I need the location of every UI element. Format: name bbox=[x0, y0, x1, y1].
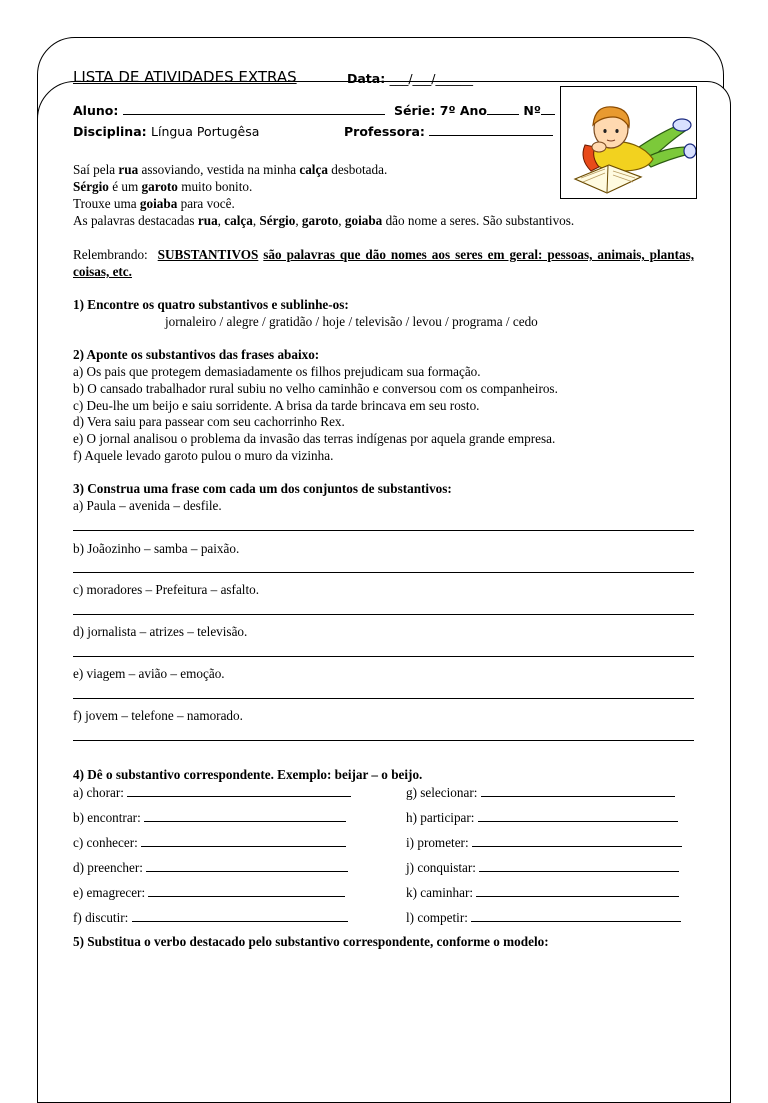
q4-item-a: a) chorar: bbox=[73, 785, 351, 801]
q4-item-e: e) emagrecer: bbox=[73, 885, 345, 901]
q2-item-b: b) O cansado trabalhador rural subiu no velho caminhão e conversou com os companheiros. bbox=[73, 381, 558, 396]
title-text: LISTA DE ATIVIDADES EXTRAS bbox=[73, 68, 297, 86]
q4-item-c: c) conhecer: bbox=[73, 835, 346, 851]
q4-item-g: g) selecionar: bbox=[406, 785, 675, 801]
q4-item-b: b) encontrar: bbox=[73, 810, 346, 826]
professora-line[interactable] bbox=[429, 125, 553, 136]
q2-item-e: e) O jornal analisou o problema da invasão das terras indígenas por aquela grande empresa. bbox=[73, 431, 556, 446]
child-reading-image bbox=[560, 86, 697, 199]
intro-line-4: As palavras destacadas rua, calça, Sérgio, garoto, goiaba dão nome a seres. São substantivos. bbox=[73, 213, 575, 228]
recall-paragraph: Relembrando: SUBSTANTIVOS são palavras que dão nomes aos seres em geral: pessoas, animais, plantas, coisas, etc. bbox=[73, 247, 694, 279]
q3-title: 3) Construa uma frase com cada um dos conjuntos de substantivos: bbox=[73, 481, 452, 496]
worksheet-title bbox=[73, 68, 297, 86]
q4-item-i: i) prometer: bbox=[406, 835, 682, 851]
q2-item-d: d) Vera saiu para passear com seu cachorrinho Rex. bbox=[73, 414, 345, 429]
q3-answer-line-d[interactable] bbox=[73, 656, 694, 657]
intro-line-2: Sérgio é um garoto muito bonito. bbox=[73, 179, 253, 194]
q3-item-d: d) jornalista – atrizes – televisão. bbox=[73, 624, 248, 639]
intro-line-1: Saí pela rua assoviando, vestida na minha calça desbotada. bbox=[73, 162, 388, 177]
q2-item-a: a) Os pais que protegem demasiadamente os filhos prejudicam sua formação. bbox=[73, 364, 481, 379]
q4-title: 4) Dê o substantivo correspondente. Exemplo: beijar – o beijo. bbox=[73, 767, 423, 782]
q2-item-f: f) Aquele levado garoto pulou o muro da vizinha. bbox=[73, 448, 334, 463]
q2-item-c: c) Deu-lhe um beijo e saiu sorridente. A brisa da tarde brincava em seu rosto. bbox=[73, 398, 480, 413]
q3-item-a: a) Paula – avenida – desfile. bbox=[73, 498, 222, 513]
q3-answer-line-e[interactable] bbox=[73, 698, 694, 699]
q3-answer-line-f[interactable] bbox=[73, 740, 694, 741]
q3-item-c: c) moradores – Prefeitura – asfalto. bbox=[73, 582, 260, 597]
q2-title: 2) Aponte os substantivos das frases abaixo: bbox=[73, 347, 320, 362]
disciplina-field: Disciplina: Língua Portugêsa bbox=[73, 124, 260, 139]
date-field: Data: ___/___/______ bbox=[347, 71, 474, 86]
q1-words: jornaleiro / alegre / gratidão / hoje / televisão / levou / programa / cedo bbox=[165, 314, 538, 329]
q4-item-f: f) discutir: bbox=[73, 910, 348, 926]
intro-line-3: Trouxe uma goiaba para você. bbox=[73, 196, 235, 211]
q3-answer-line-c[interactable] bbox=[73, 614, 694, 615]
q3-item-b: b) Joãozinho – samba – paixão. bbox=[73, 541, 240, 556]
q4-item-h: h) participar: bbox=[406, 810, 678, 826]
aluno-field: Aluno: bbox=[73, 103, 385, 118]
q4-item-j: j) conquistar: bbox=[406, 860, 679, 876]
serie-field: Série: 7º Ano Nº bbox=[394, 103, 555, 118]
q3-item-e: e) viagem – avião – emoção. bbox=[73, 666, 225, 681]
q4-item-k: k) caminhar: bbox=[406, 885, 679, 901]
professora-field: Professora: bbox=[344, 124, 553, 139]
q3-answer-line-b[interactable] bbox=[73, 572, 694, 573]
q3-item-f: f) jovem – telefone – namorado. bbox=[73, 708, 243, 723]
q1-title: 1) Encontre os quatro substantivos e sublinhe-os: bbox=[73, 297, 349, 312]
q4-item-d: d) preencher: bbox=[73, 860, 348, 876]
q4-item-l: l) competir: bbox=[406, 910, 681, 926]
q5-title: 5) Substitua o verbo destacado pelo substantivo correspondente, conforme o modelo: bbox=[73, 934, 549, 949]
q3-answer-line-a[interactable] bbox=[73, 530, 694, 531]
aluno-line[interactable] bbox=[123, 104, 385, 115]
